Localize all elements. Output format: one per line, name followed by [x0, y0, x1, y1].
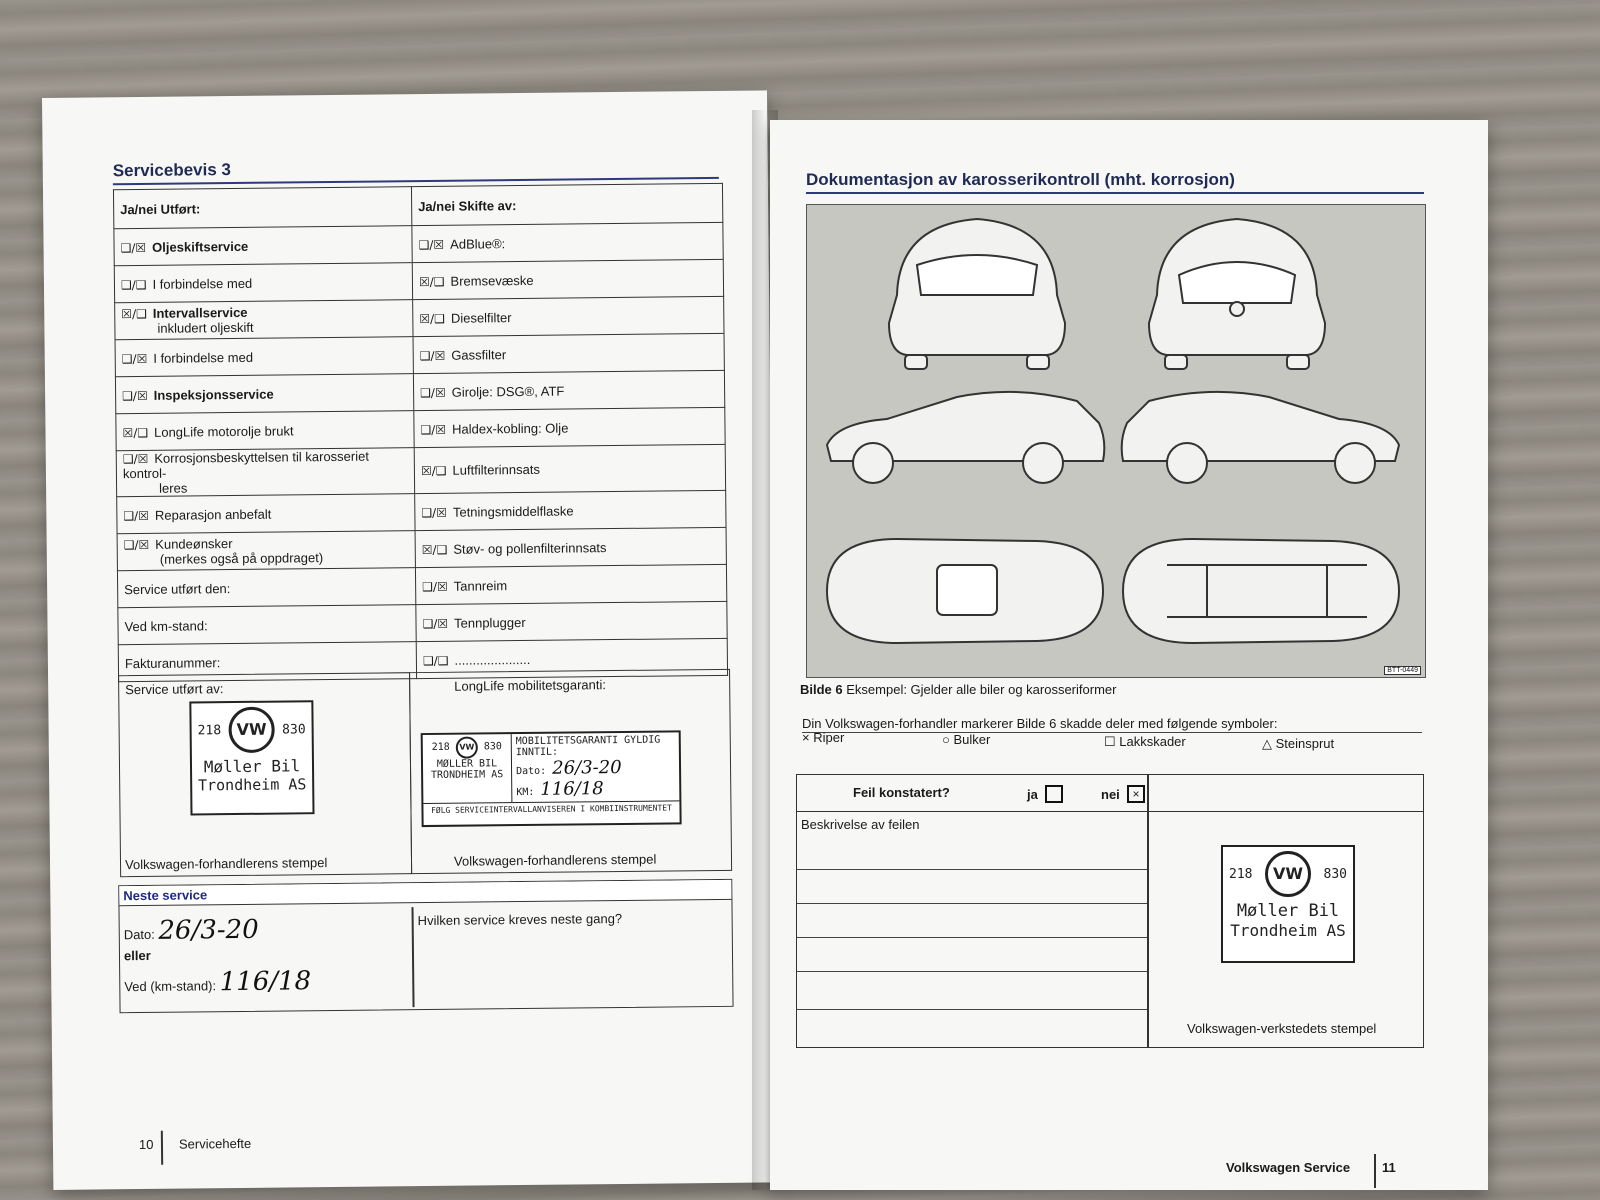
mob-km-label: KM:	[516, 786, 535, 799]
row-label: Tetningsmiddelflaske	[452, 502, 574, 520]
row-sublabel: inkludert oljeskift	[157, 319, 254, 336]
row-sublabel: (merkes også på oppdraget)	[159, 550, 324, 567]
vw-logo-icon: VW	[1265, 851, 1311, 897]
next-km-value: 116/18	[219, 966, 312, 998]
stamp-left-caption: Volkswagen-forhandlerens stempel	[124, 855, 328, 873]
caption-text: Eksempel: Gjelder alle biler og karosseriformer	[846, 682, 1117, 697]
row-sublabel: leres	[159, 480, 188, 496]
next-service-header: Neste service	[119, 880, 731, 906]
mob-footer: FØLG SERVICEINTERVALLANVISEREN I KOMBIINSTRUMENTET	[423, 800, 679, 817]
row-label: AdBlue®:	[450, 235, 506, 252]
mobility-stamp	[421, 730, 682, 827]
row-label: Oljeskiftservice	[152, 238, 249, 255]
dealer-stamp	[189, 700, 314, 815]
row-label: I forbindelse med	[152, 275, 253, 292]
vw-logo-icon: VW	[228, 707, 274, 753]
next-question: Hvilken service kreves neste gang?	[417, 910, 623, 929]
stamp-num-left: 218	[197, 722, 222, 738]
row-label: Inspeksjonsservice	[153, 386, 274, 403]
symbol-stone: △ Steinsprut	[1262, 736, 1335, 751]
next-service-box	[118, 879, 733, 1013]
footer-text: Volkswagen Service	[1226, 1160, 1351, 1175]
mob-title: MOBILITETSGARANTI GYLDIG INNTIL:	[515, 734, 661, 759]
row-label: Dieselfilter	[450, 309, 512, 326]
stamp-num-right: 830	[282, 721, 306, 738]
figure-code: BTT-0449	[1384, 666, 1421, 675]
next-date-label: Dato:	[123, 926, 155, 943]
mob-name1: MØLLER BIL	[436, 758, 498, 770]
figure-caption	[800, 682, 1116, 697]
right-cell	[414, 407, 725, 447]
symbol-scratch: × Riper	[802, 730, 845, 745]
row-label: I forbindelse med	[153, 349, 254, 366]
desc-label: Beskrivelse av feilen	[801, 817, 920, 832]
left-cell	[117, 531, 415, 571]
table-row	[116, 407, 725, 450]
checkbox-pair[interactable]: ☒/❑	[421, 542, 448, 557]
right-cell	[413, 370, 724, 410]
checkbox-pair[interactable]: ❑/☒	[418, 237, 445, 252]
checkbox-pair[interactable]: ❑/☒	[122, 451, 149, 467]
checkbox-pair[interactable]: ❑/☒	[420, 385, 446, 400]
right-cell	[413, 296, 724, 336]
desc-line	[797, 971, 1147, 972]
instruction-rule	[802, 732, 1422, 733]
checkbox-pair[interactable]: ❑/☒	[123, 508, 150, 523]
right-cell	[414, 444, 725, 493]
checkbox-pair[interactable]: ❑/☒	[419, 348, 446, 363]
row-label: Reparasjon anbefalt	[154, 506, 272, 523]
fault-label: Feil konstatert?	[853, 785, 950, 800]
right-page	[770, 120, 1488, 1190]
row-label: Bremsevæske	[450, 272, 534, 289]
row-label: Tannreim	[453, 577, 508, 594]
table-row	[118, 601, 727, 644]
mob-dato-value: 26/3-20	[552, 756, 622, 779]
checkbox-pair[interactable]: ❑/☒	[422, 579, 448, 594]
stamp-name2: Trondheim AS	[1230, 921, 1346, 940]
symbol-dent: ○ Bulker	[942, 732, 991, 747]
left-page	[42, 90, 778, 1190]
desc-line	[797, 869, 1147, 870]
row-label: Tennplugger	[454, 614, 526, 631]
service-table	[113, 183, 728, 682]
footer-page-number: 10	[138, 1136, 154, 1153]
vw-logo-icon: VW	[456, 736, 478, 758]
service-by-label: Service utført av:	[125, 681, 224, 698]
fault-divider	[1147, 775, 1149, 1047]
left-cell	[116, 411, 414, 451]
fault-box	[796, 774, 1424, 1048]
mob-num-left: 218	[431, 741, 450, 753]
mobility-box	[409, 669, 732, 874]
checkbox-pair[interactable]: ❑/❑	[120, 277, 147, 292]
table-row	[115, 333, 724, 376]
mob-name2: TRONDHEIM AS	[430, 769, 504, 781]
checkbox-pair[interactable]: ☒/❑	[121, 306, 147, 322]
mob-dato-label: Dato:	[516, 765, 547, 778]
checkbox-pair[interactable]: ❑/☒	[420, 422, 447, 437]
left-cell	[115, 300, 413, 340]
table-row	[117, 564, 726, 607]
mob-num-right: 830	[483, 741, 502, 753]
footer-divider	[1374, 1154, 1376, 1188]
row-label: Haldex-kobling: Olje	[451, 420, 569, 437]
row-label: Luftfilterinnsats	[452, 461, 540, 478]
row-label: Ved km-stand:	[124, 617, 208, 634]
row-label: Intervallservice	[152, 304, 248, 321]
yes-label: ja	[1027, 787, 1038, 802]
mob-km-value: 116/18	[540, 778, 604, 800]
col-left-header: Ja/nei Utført:	[113, 187, 411, 229]
right-cell	[416, 601, 727, 641]
yes-checkbox[interactable]	[1045, 785, 1063, 803]
desc-line	[797, 1009, 1147, 1010]
left-cell	[115, 337, 413, 377]
left-cell	[118, 605, 416, 645]
car-diagram	[806, 204, 1426, 678]
checkbox-pair[interactable]: ❑/☒	[123, 537, 150, 553]
next-km-label: Ved (km-stand):	[124, 978, 217, 995]
checkbox-pair[interactable]: ❑/☒	[422, 616, 449, 631]
stamp-name1: Møller Bil	[1236, 901, 1340, 921]
fault-header	[797, 775, 1423, 812]
table-row	[115, 296, 724, 339]
stamp-right-caption: Volkswagen-forhandlerens stempel	[453, 851, 657, 869]
table-row	[114, 259, 723, 302]
page-title: Dokumentasjon av karosserikontroll (mht. korrosjon)	[806, 170, 1235, 189]
left-cell	[114, 226, 412, 266]
desc-line	[797, 937, 1147, 938]
right-cell	[415, 527, 726, 567]
workshop-stamp	[1221, 845, 1355, 963]
row-label: Støv- og pollenfilterinnsats	[453, 539, 607, 557]
footer-text: Servicehefte	[178, 1135, 252, 1152]
checkbox-pair[interactable]: ☒/❑	[418, 274, 445, 289]
table-row	[116, 444, 725, 496]
row-label: Service utført den:	[124, 580, 231, 597]
table-row	[115, 370, 724, 413]
footer-divider	[161, 1131, 163, 1165]
checkbox-pair[interactable]: ☒/❑	[122, 425, 149, 440]
right-cell	[413, 333, 724, 373]
title-rule	[806, 192, 1424, 194]
instruction-text: Din Volkswagen-forhandler markerer Bilde 6 skadde deler med følgende symboler:	[802, 716, 1278, 731]
stamp-num-left: 218	[1229, 866, 1253, 882]
right-cell	[415, 490, 726, 530]
table-row	[117, 527, 726, 570]
right-cell	[415, 564, 726, 604]
row-label: Gassfilter	[451, 346, 507, 363]
footer-page-number: 11	[1382, 1160, 1396, 1175]
divider	[411, 907, 414, 1007]
right-cell	[412, 222, 723, 262]
row-label: .....................	[454, 651, 531, 668]
dealer-stamp-box	[118, 672, 412, 877]
page-title: Servicebevis 3	[112, 160, 232, 181]
checkbox-pair[interactable]: ❑/☒	[120, 240, 147, 255]
next-or: eller	[123, 947, 151, 964]
left-cell	[116, 448, 414, 497]
checkbox-pair[interactable]: ❑/❑	[422, 653, 449, 668]
longlife-label: LongLife mobilitetsgaranti:	[454, 677, 607, 694]
no-label: nei	[1101, 787, 1120, 802]
checkbox-pair[interactable]: ☒/❑	[419, 311, 445, 326]
next-date-row	[124, 915, 259, 946]
stamp-name1: Møller Bil	[203, 756, 301, 777]
left-cell	[117, 494, 415, 534]
car-views-drawing	[807, 205, 1425, 677]
table-row	[117, 490, 726, 533]
no-checkbox-checked[interactable]: ×	[1127, 785, 1145, 803]
row-label: LongLife motorolje brukt	[153, 422, 294, 440]
checkbox-pair[interactable]: ☒/❑	[420, 463, 447, 479]
checkbox-pair[interactable]: ❑/☒	[421, 505, 447, 520]
row-label: Korrosjonsbeskyttelsen til karosseriet kontrol-	[122, 448, 370, 482]
stamp-num-right: 830	[1323, 866, 1347, 882]
left-cell	[115, 374, 413, 414]
stamp-caption: Volkswagen-verkstedets stempel	[1187, 1021, 1377, 1036]
symbol-paint: ☐ Lakkskader	[1104, 734, 1186, 749]
left-cell	[114, 263, 412, 303]
next-date-value: 26/3-20	[158, 914, 259, 946]
next-km-row	[124, 966, 311, 998]
col-right-header: Ja/nei Skifte av:	[411, 183, 722, 225]
desc-line	[797, 903, 1147, 904]
caption-label: Bilde 6	[800, 682, 843, 697]
stamp-name2: Trondheim AS	[197, 775, 307, 795]
left-cell	[117, 568, 415, 608]
checkbox-pair[interactable]: ❑/☒	[122, 388, 148, 403]
table-row	[114, 222, 723, 265]
right-cell	[412, 259, 723, 299]
row-label: Girolje: DSG®, ATF	[451, 383, 565, 400]
row-label: Kundeønsker	[155, 536, 233, 552]
row-label: Fakturanummer:	[124, 654, 221, 671]
checkbox-pair[interactable]: ❑/☒	[121, 351, 148, 366]
